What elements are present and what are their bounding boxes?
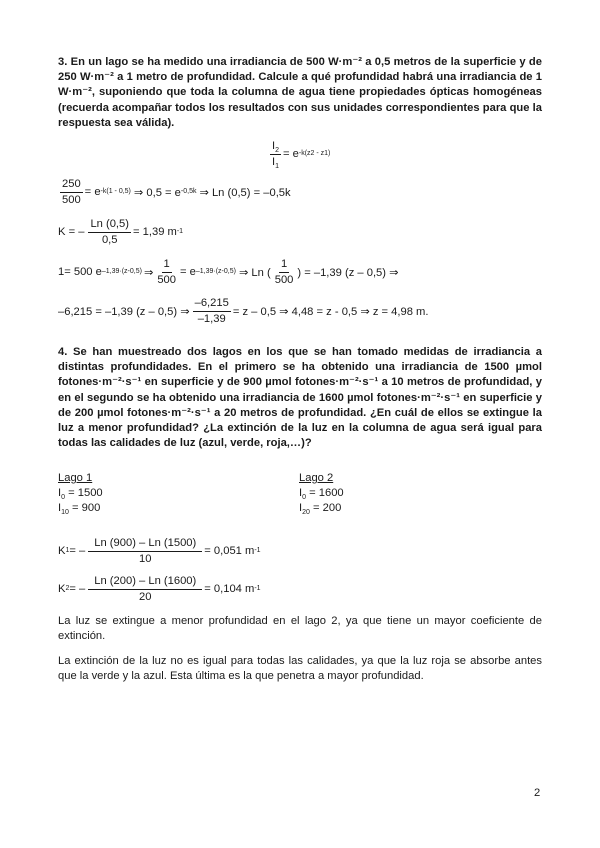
fraction-1-500-b: $\frac{1}{500}$	[274, 258, 294, 286]
question-3-statement: 3. En un lago se ha medido una irradiancia de 500 W·m⁻² a 0,5 metros de la superficie y de 250 W·m⁻² a 1 metro de profundidad. Calcule a qué profundidad habrá una irradiancia de 1 W·m⁻², suponiendo que toda la columna de agua tiene propiedades ópticas homogéneas (recuerda acompañar todos los resultados con sus unidades correspondientes para que la respuesta sea válida).	[58, 56, 542, 129]
lake-1-i10: $I_{10} = 900$	[58, 502, 101, 517]
question-4-statement: 4. Se han muestreado dos lagos en los que se han tomado medidas de irradiancia a distintas profundidades. En el primero se ha obtenido una irradiancia de 1500 µmol fotones·m⁻²·s⁻¹ en superficie y de 900 µmol fotones·m⁻²·s⁻¹ a 10 metros de profundidad, y en el segundo se ha obtenido una irradiancia de 1600 µmol fotones·m⁻²·s⁻¹ en superficie y de 200 µmol fotones·m⁻²·s⁻¹ a 20 metros de profundidad. ¿En cuál de ellos se extingue la luz a menor profundidad? ¿La extinción de la luz en la columna de agua será igual para todas las calidades de luz (azul, verde, roja,…)?	[58, 346, 542, 450]
lake-2-title: Lago 2	[299, 472, 334, 484]
lake-2-data	[299, 471, 344, 517]
equation-irradiance-ratio: $\frac{I_2}{I_1}$ = e -k(z2 - z1)	[272, 140, 331, 171]
fraction-1-500-a: $\frac{1}{500}$	[157, 258, 176, 286]
fraction-i2-i1: $\frac{I_2}{I_1}$	[272, 140, 280, 171]
fraction-k2: $\frac{Ln (200) - Ln (1600)}{20}$	[88, 575, 202, 604]
fraction-6215-139: $\frac{-6,215}{-1,39}$	[194, 297, 229, 325]
equation-step-3: 1= 500 e –1,39·(z-0,5) ⇒ $\frac{1}{500}$ = e –1,39·(z-0,5) ⇒ Ln ( $\frac{1}{500}$ ) = –1,39 (z – 0,5) ⇒	[58, 258, 399, 286]
lake-1-data	[58, 471, 103, 517]
equation-k1: K 1 = – $\frac{Ln (900) - Ln (1500)}{10}$ = 0,051 m -1	[58, 537, 261, 565]
lake-2-i20: $I_{20} = 200$	[299, 502, 342, 517]
lake-1-title: Lago 1	[58, 472, 93, 484]
lake-1-i0: $I_0 = 1500$	[58, 487, 103, 502]
lake-2-i0: $I_0 = 1600$	[299, 487, 344, 502]
equation-step-2: K = – $\frac{Ln (0,5)}{0,5}$ = 1,39 m -1	[58, 218, 184, 246]
fraction-ln05-05: $\frac{Ln (0,5)}{0,5}$	[90, 218, 129, 246]
answer-paragraph-2: La extinción de la luz no es igual para todas las calidades, ya que la luz roja se absorbe antes que la verde y la azul. Esta última es la que penetra a mayor profundidad.	[58, 655, 542, 683]
equation-step-1: $\frac{250}{500}$ = e -k(1 - 0,5) ⇒ 0,5 = e -0,5k ⇒ Ln (0,5) = –0,5k	[62, 178, 291, 206]
equation-k2: K 2 = – $\frac{Ln (200) - Ln (1600)}{20}$ = 0,104 m -1	[58, 575, 261, 603]
fraction-k1: $\frac{Ln (900) - Ln (1500)}{10}$	[88, 537, 202, 566]
answer-paragraph-1: La luz se extingue a menor profundidad en el lago 2, ya que tiene un mayor coeficiente de extinción.	[58, 615, 542, 643]
fraction-250-500: $\frac{250}{500}$	[62, 178, 81, 206]
equation-step-4: –6,215 = –1,39 (z – 0,5) ⇒ $\frac{-6,215}{-1,39}$ = z – 0,5 ⇒ 4,48 = z - 0,5 ⇒ z = 4,98 m.	[58, 297, 429, 325]
page-number: 2	[534, 787, 541, 799]
